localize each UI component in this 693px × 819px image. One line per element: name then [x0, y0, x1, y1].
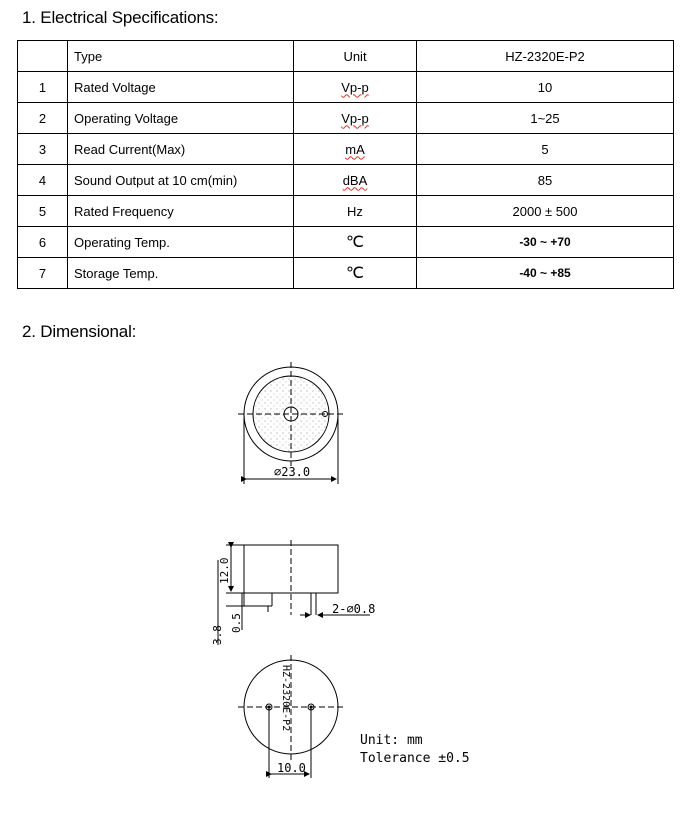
row-no: 1 [18, 72, 68, 103]
unit-text: mA [345, 141, 365, 157]
row-type: Storage Temp. [68, 258, 294, 289]
unit-text: Vp-p [341, 110, 369, 126]
pin-length-label: 3.8 [211, 625, 224, 645]
row-type: Operating Voltage [68, 103, 294, 134]
row-no: 6 [18, 227, 68, 258]
row-value: -30 ~ +70 [417, 227, 674, 258]
row-unit: Hz [294, 196, 417, 227]
row-value: 2000 ± 500 [417, 196, 674, 227]
section-title-electrical: 1. Electrical Specifications: [22, 8, 219, 27]
row-type: Sound Output at 10 cm(min) [68, 165, 294, 196]
row-unit: ℃ [294, 258, 417, 289]
row-value: 1~25 [417, 103, 674, 134]
row-value: 85 [417, 165, 674, 196]
diameter-label: ⌀23.0 [274, 465, 311, 479]
row-value: 10 [417, 72, 674, 103]
height-label: 12.0 [218, 557, 231, 584]
header-model: HZ-2320E-P2 [417, 41, 674, 72]
marking-label: HZ-2320E-P2 [280, 665, 291, 732]
row-type: Rated Frequency [68, 196, 294, 227]
header-unit: Unit [294, 41, 417, 72]
offset-label: 0.5 [230, 613, 243, 633]
row-type: Rated Voltage [68, 72, 294, 103]
row-type: Read Current(Max) [68, 134, 294, 165]
row-type: Operating Temp. [68, 227, 294, 258]
unit-text: Vp-p [341, 79, 369, 95]
row-no: 5 [18, 196, 68, 227]
row-no: 2 [18, 103, 68, 134]
tolerance-note: Tolerance ±0.5 [360, 751, 470, 766]
row-unit: ℃ [294, 227, 417, 258]
row-no: 7 [18, 258, 68, 289]
row-value: -40 ~ +85 [417, 258, 674, 289]
row-no: 4 [18, 165, 68, 196]
header-type: Type [68, 41, 294, 72]
unit-text: dBA [342, 172, 368, 188]
unit-note: Unit: mm [360, 733, 423, 748]
section-title-dimensional: 2. Dimensional: [22, 322, 137, 341]
row-no: 3 [18, 134, 68, 165]
pin-spec-label: 2-⌀0.8 [332, 602, 376, 616]
row-value: 5 [417, 134, 674, 165]
pitch-label: 10.0 [277, 761, 306, 775]
